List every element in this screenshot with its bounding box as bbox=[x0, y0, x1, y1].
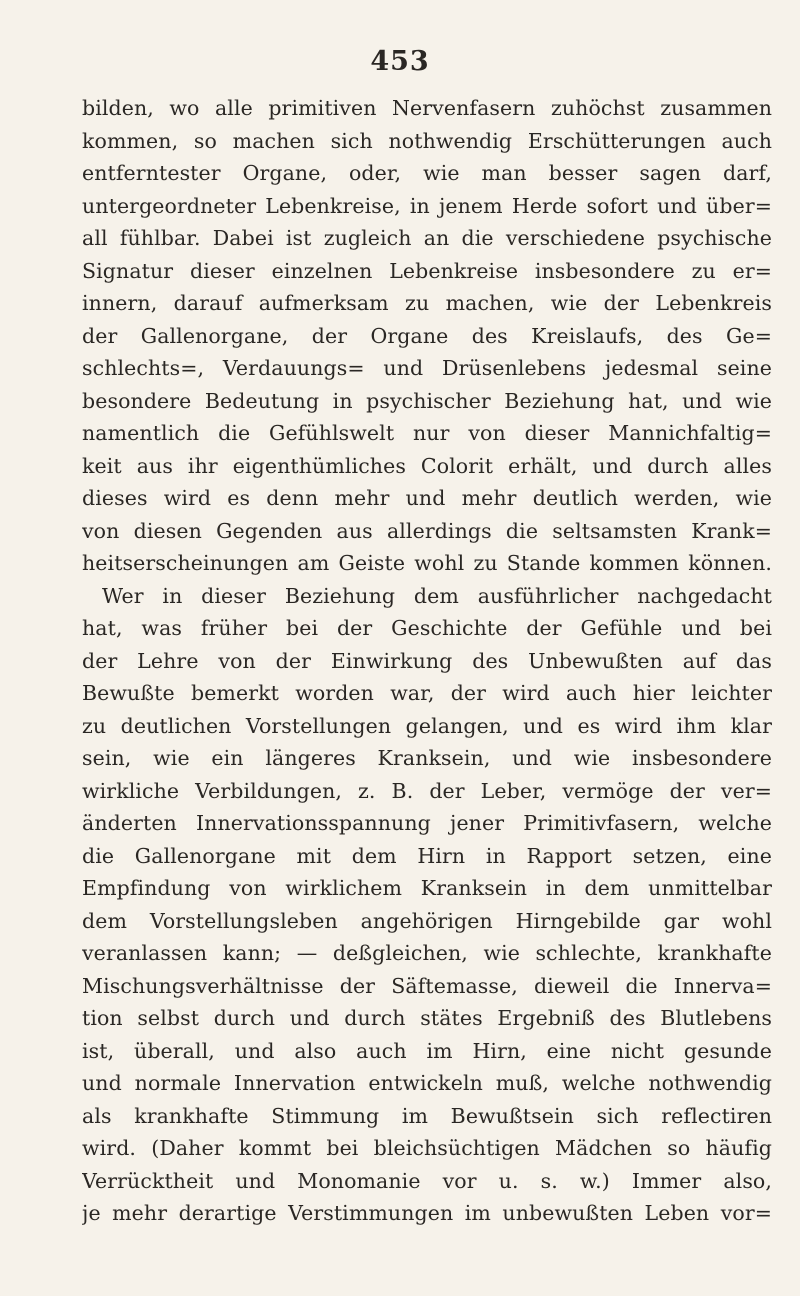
text-line: heitserscheinungen am Geiste wohl zu Stande kommen können. bbox=[82, 551, 772, 575]
text-line: all fühlbar. Dabei ist zugleich an die verschiedene psychische bbox=[82, 226, 772, 250]
text-line: Mischungsverhältnisse der Säftemasse, dieweil die Innerva= bbox=[82, 973, 772, 998]
text-line: zu deutlichen Vorstellungen gelangen, und es wird ihm klar bbox=[82, 713, 772, 738]
text-line: der Gallenorgane, der Organe des Kreislaufs, des Ge= bbox=[82, 323, 772, 348]
body-text bbox=[82, 92, 772, 1230]
text-line: der Lehre von der Einwirkung des Unbewußten auf das bbox=[82, 648, 772, 673]
text-line: hat, was früher bei der Geschichte der Gefühle und bei bbox=[82, 616, 772, 640]
text-line: dem Vorstellungsleben angehörigen Hirngebilde gar wohl bbox=[82, 908, 772, 933]
text-line: entferntester Organe, oder, wie man besser sagen darf, bbox=[82, 161, 772, 185]
text-line: bilden, wo alle primitiven Nervenfasern zuhöchst zusammen bbox=[82, 96, 772, 120]
text-line: innern, darauf aufmerksam zu machen, wie der Lebenkreis bbox=[82, 291, 772, 315]
text-line: änderten Innervationsspannung jener Primitivfasern, welche bbox=[82, 811, 772, 835]
text-line: schlechts=, Verdauungs= und Drüsenlebens jedesmal seine bbox=[82, 356, 772, 380]
text-line: dieses wird es denn mehr und mehr deutlich werden, wie bbox=[82, 486, 772, 510]
text-line: wird. (Daher kommt bei bleichsüchtigen Mädchen so häufig bbox=[82, 1136, 772, 1160]
text-line: keit aus ihr eigenthümliches Colorit erhält, und durch alles bbox=[82, 453, 772, 478]
text-line: je mehr derartige Verstimmungen im unbewußten Leben vor= bbox=[82, 1201, 772, 1225]
text-line: untergeordneter Lebenkreise, in jenem Herde sofort und über= bbox=[82, 193, 772, 218]
text-line: Empfindung von wirklichem Kranksein in dem unmittelbar bbox=[82, 876, 772, 900]
text-line: sein, wie ein längeres Kranksein, und wie insbesondere bbox=[82, 746, 772, 770]
text-line: Signatur dieser einzelnen Lebenkreise insbesondere zu er= bbox=[82, 258, 772, 283]
text-line: ist, überall, und also auch im Hirn, eine nicht gesunde bbox=[82, 1038, 772, 1063]
text-line: tion selbst durch und durch stätes Ergebniß des Blutlebens bbox=[82, 1006, 772, 1030]
text-line: Wer in dieser Beziehung dem ausführlicher nachgedacht bbox=[102, 583, 772, 608]
text-line: die Gallenorgane mit dem Hirn in Rapport setzen, eine bbox=[82, 843, 772, 868]
page-number: 453 bbox=[370, 46, 430, 77]
text-line: als krankhafte Stimmung im Bewußtsein sich reflectiren bbox=[82, 1103, 772, 1128]
text-line: namentlich die Gefühlswelt nur von dieser Mannichfaltig= bbox=[82, 421, 772, 445]
text-line: Verrücktheit und Monomanie vor u. s. w.) Immer also, bbox=[82, 1168, 772, 1193]
text-line: veranlassen kann; — deßgleichen, wie schlechte, krankhafte bbox=[82, 941, 772, 965]
text-line: von diesen Gegenden aus allerdings die seltsamsten Krank= bbox=[82, 518, 772, 543]
text-line: Bewußte bemerkt worden war, der wird auch hier leichter bbox=[82, 681, 772, 705]
text-line: besondere Bedeutung in psychischer Beziehung hat, und wie bbox=[82, 388, 772, 413]
text-line: kommen, so machen sich nothwendig Erschütterungen auch bbox=[82, 128, 772, 153]
text-line: wirkliche Verbildungen, z. B. der Leber, vermöge der ver= bbox=[82, 778, 772, 803]
text-line: und normale Innervation entwickeln muß, welche nothwendig bbox=[82, 1071, 772, 1095]
